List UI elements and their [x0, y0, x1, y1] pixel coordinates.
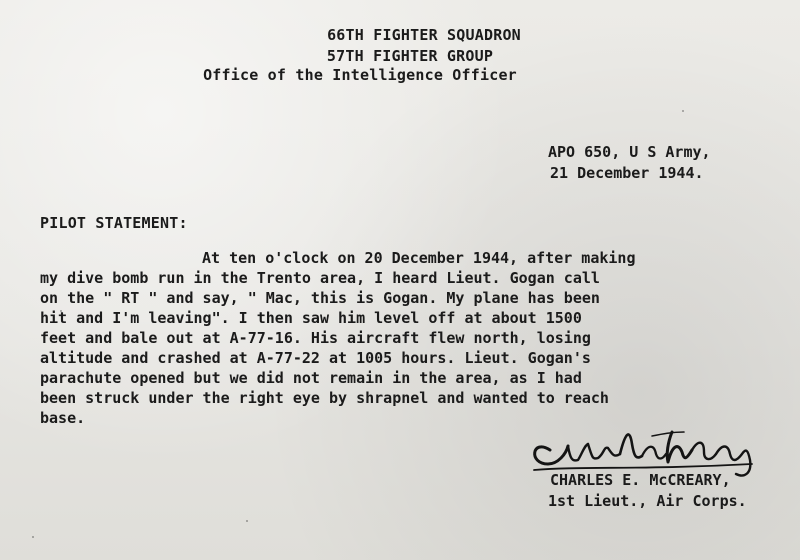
- statement-body: [40, 248, 760, 428]
- signer-block: [548, 470, 747, 512]
- statement-line: hit and I'm leaving". I then saw him level off at about 1500: [40, 309, 582, 327]
- signer-rank: 1st Lieut., Air Corps.: [548, 492, 747, 510]
- paper-speck: [60, 310, 62, 312]
- location-line: APO 650, U S Army,: [548, 143, 711, 161]
- statement-line: At ten o'clock on 20 December 1944, after making: [202, 249, 636, 267]
- paper-speck: [682, 110, 684, 112]
- group-heading: 57TH FIGHTER GROUP: [326, 46, 494, 66]
- statement-line: been struck under the right eye by shrapnel and wanted to reach: [40, 389, 609, 407]
- location-date-block: [548, 142, 711, 184]
- statement-line: feet and bale out at A-77-16. His aircraft flew north, losing: [40, 329, 591, 347]
- statement-line: altitude and crashed at A-77-22 at 1005 hours. Lieut. Gogan's: [40, 349, 591, 367]
- paper-speck: [246, 520, 248, 522]
- statement-line: parachute opened but we did not remain in the area, as I had: [40, 369, 582, 387]
- squadron-heading: 66TH FIGHTER SQUADRON: [327, 25, 521, 45]
- statement-line: on the " RT " and say, " Mac, this is Gogan. My plane has been: [40, 289, 600, 307]
- statement-line: my dive bomb run in the Trento area, I heard Lieut. Gogan call: [40, 269, 600, 287]
- statement-title: PILOT STATEMENT:: [40, 214, 188, 232]
- date-line: 21 December 1944.: [550, 164, 704, 182]
- signer-name: CHARLES E. McCREARY,: [550, 471, 731, 489]
- paper-speck: [32, 536, 34, 538]
- office-heading: Office of the Intelligence Officer: [203, 65, 517, 85]
- statement-line: base.: [40, 409, 86, 427]
